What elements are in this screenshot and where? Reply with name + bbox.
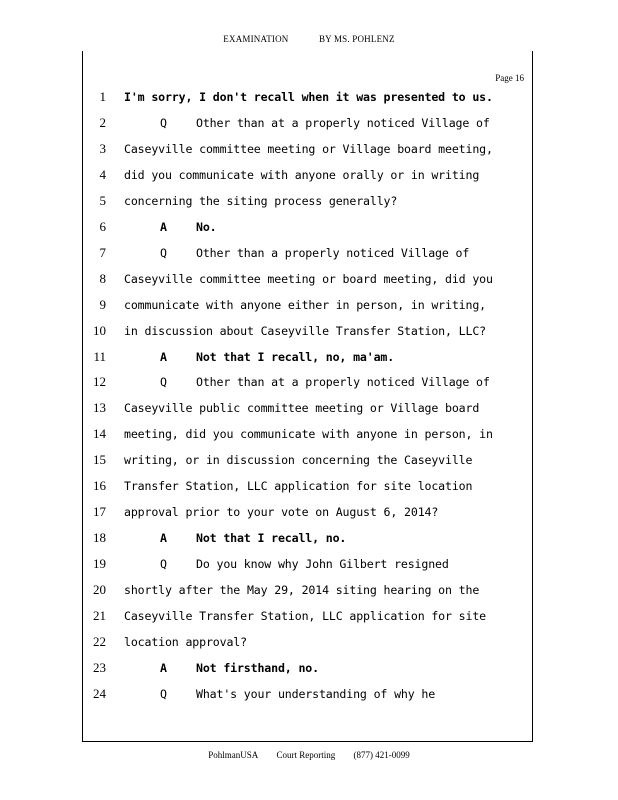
line-text — [124, 165, 526, 185]
line-text — [160, 372, 562, 392]
transcript-line — [0, 139, 618, 159]
line-number: 14 — [93, 426, 106, 442]
line-number: 19 — [93, 556, 106, 572]
line-text — [124, 476, 526, 496]
line-number: 3 — [99, 140, 106, 156]
line-number: 20 — [93, 582, 106, 598]
line-number: 2 — [99, 114, 106, 130]
transcript-line — [0, 580, 618, 600]
line-text — [160, 658, 562, 678]
line-number: 13 — [93, 400, 106, 416]
line-content: I'm sorry, I don't recall when it was presented to us. — [124, 90, 493, 104]
line-number: 22 — [93, 633, 106, 649]
line-text — [160, 243, 562, 263]
line-content: Other than at a properly noticed Village of — [196, 375, 490, 390]
line-text — [160, 113, 562, 133]
line-number: 10 — [93, 322, 106, 338]
line-content: in discussion about Caseyville Transfer Station, LLC? — [124, 323, 486, 338]
line-content: Caseyville Transfer Station, LLC application for site — [124, 609, 486, 623]
line-text — [124, 269, 526, 289]
line-content: Other than a properly noticed Village of — [196, 245, 470, 260]
line-text — [124, 139, 526, 159]
question-marker: Q — [160, 686, 167, 701]
line-text — [160, 347, 562, 367]
line-content: Caseyville public committee meeting or Village board — [124, 401, 480, 416]
line-text — [160, 684, 562, 704]
transcript-line — [0, 502, 618, 522]
transcript-line — [0, 554, 618, 574]
line-text — [160, 217, 562, 237]
question-marker: Q — [160, 557, 167, 572]
line-number: 18 — [93, 530, 106, 546]
line-content: writing, or in discussion concerning the Caseyville — [124, 453, 473, 468]
line-text — [124, 398, 526, 418]
line-text — [124, 606, 526, 626]
page-number: Page 16 — [495, 73, 524, 83]
line-content: did you communicate with anyone orally or in writing — [124, 167, 480, 182]
header-examiner: BY MS. POHLENZ — [318, 34, 395, 44]
answer-marker: A — [160, 531, 167, 546]
transcript-line — [0, 321, 618, 341]
line-text — [124, 321, 526, 341]
line-content: location approval? — [124, 634, 247, 649]
transcript-line — [0, 217, 618, 237]
line-content: Do you know why John Gilbert resigned — [196, 557, 449, 572]
line-content: No. — [196, 219, 217, 234]
line-number: 1 — [99, 89, 106, 104]
line-number: 7 — [99, 244, 106, 260]
line-number: 5 — [99, 192, 106, 208]
line-number: 24 — [93, 685, 106, 701]
line-text — [160, 528, 562, 548]
line-content: concerning the siting process generally? — [124, 193, 398, 208]
answer-marker: A — [160, 660, 167, 675]
line-number: 21 — [93, 608, 106, 623]
footer-phone: (877) 421-0099 — [353, 750, 410, 760]
transcript-line — [0, 347, 618, 367]
line-content: Not that I recall, no. — [196, 531, 347, 546]
transcript-line — [0, 165, 618, 185]
transcript-line — [0, 606, 618, 626]
transcript-line — [0, 372, 618, 392]
line-number: 9 — [99, 296, 106, 312]
line-number: 11 — [93, 348, 106, 364]
transcript-line — [0, 450, 618, 470]
line-content: communicate with anyone either in person, in writing, — [124, 297, 486, 312]
line-number: 8 — [99, 270, 106, 286]
transcript-line — [0, 658, 618, 678]
transcript-line — [0, 191, 618, 211]
footer-service: Court Reporting — [276, 750, 336, 760]
transcript-line — [0, 528, 618, 548]
line-content: Caseyville committee meeting or Village board meeting, — [124, 141, 493, 156]
transcript-line — [0, 632, 618, 652]
line-text — [124, 580, 526, 600]
line-text — [160, 554, 562, 574]
line-content: Not that I recall, no, ma'am. — [196, 349, 395, 364]
line-content: approval prior to your vote on August 6, 2014? — [124, 505, 439, 520]
question-marker: Q — [160, 115, 167, 130]
question-marker: Q — [160, 245, 167, 260]
transcript-line — [0, 87, 618, 107]
transcript-line — [0, 243, 618, 263]
line-content: What's your understanding of why he — [196, 686, 436, 701]
transcript-line — [0, 295, 618, 315]
header-section: EXAMINATION — [223, 34, 289, 44]
line-text — [124, 87, 526, 107]
line-number: 23 — [93, 659, 106, 675]
footer-company: PohlmanUSA — [208, 750, 259, 760]
answer-marker: A — [160, 219, 167, 234]
transcript-line — [0, 398, 618, 418]
line-number: 17 — [93, 504, 106, 520]
line-text — [124, 424, 526, 444]
line-content: Caseyville committee meeting or board meeting, did you — [124, 271, 493, 286]
transcript-line — [0, 269, 618, 289]
line-content: Not firsthand, no. — [196, 660, 319, 675]
line-content: Transfer Station, LLC application for site location — [124, 479, 473, 494]
line-number: 12 — [93, 374, 106, 390]
line-text — [124, 502, 526, 522]
line-content: meeting, did you communicate with anyone in person, in — [124, 427, 493, 442]
transcript-line — [0, 113, 618, 133]
line-text — [124, 295, 526, 315]
transcript-line — [0, 476, 618, 496]
line-text — [124, 191, 526, 211]
transcript-line — [0, 424, 618, 444]
answer-marker: A — [160, 349, 167, 364]
line-number: 15 — [93, 452, 106, 468]
page-header — [0, 34, 618, 44]
line-content: shortly after the May 29, 2014 siting hearing on the — [124, 583, 480, 598]
line-content: Other than at a properly noticed Village of — [196, 115, 490, 130]
page-footer — [0, 750, 618, 760]
line-text — [124, 450, 526, 470]
line-text — [124, 632, 526, 652]
line-number: 6 — [99, 218, 106, 234]
line-number: 16 — [93, 478, 106, 494]
line-number: 4 — [99, 166, 106, 182]
transcript-line — [0, 684, 618, 704]
question-marker: Q — [160, 375, 167, 390]
